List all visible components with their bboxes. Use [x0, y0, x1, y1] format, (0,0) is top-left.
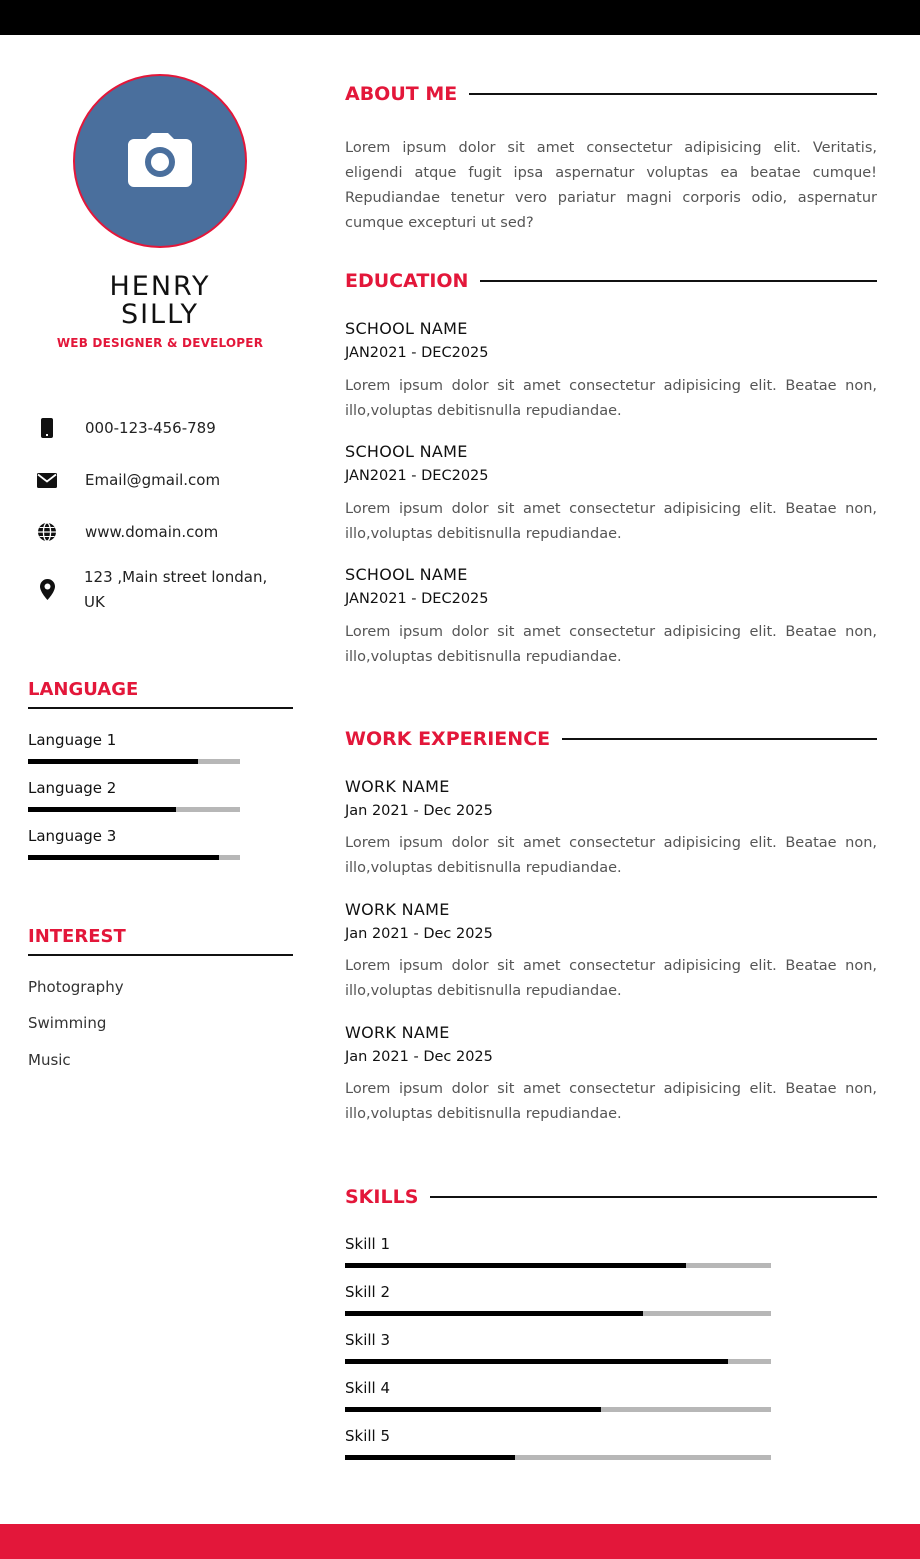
skill-bar-fill	[345, 1263, 686, 1268]
about-text: Lorem ipsum dolor sit amet consectetur adipisicing elit. Veritatis, eligendi atque fugit ipsa aspernatur voluptas ea beatae cumque! Repudiandae tenetur vero pariatur magni corporis odio, aspernatur cumque excepturi ut sed?	[345, 140, 877, 231]
divider	[562, 738, 877, 740]
globe-icon	[36, 521, 58, 543]
education-desc: Lorem ipsum dolor sit amet consectetur adipisicing elit. Beatae non, illo,voluptas debitisnulla repudiandae.	[345, 624, 877, 665]
skill-label: Skill 3	[345, 1331, 391, 1349]
education-dates: JAN2021 - DEC2025	[345, 468, 489, 484]
skill-bar-fill	[345, 1311, 643, 1316]
skill-bar	[345, 1263, 771, 1268]
interest-heading: INTEREST	[28, 926, 293, 956]
website-text[interactable]: www.domain.com	[85, 522, 219, 541]
skill-bar-fill	[345, 1455, 515, 1460]
bottom-bar	[0, 1524, 920, 1559]
language-bar	[28, 759, 240, 764]
skill-label: Skill 4	[345, 1379, 391, 1397]
address-line-2: UK	[84, 593, 105, 611]
work-name: WORK NAME	[345, 900, 450, 919]
first-name: HENRY	[109, 271, 211, 302]
language-heading: LANGUAGE	[28, 679, 293, 709]
skill-label: Skill 1	[345, 1235, 391, 1253]
language-bar-fill	[28, 759, 198, 764]
envelope-icon	[36, 469, 58, 491]
email-text[interactable]: Email@gmail.com	[85, 470, 221, 489]
interest-item: Music	[28, 1051, 71, 1069]
work-heading-label: WORK EXPERIENCE	[345, 728, 551, 750]
about-heading	[345, 82, 877, 106]
divider	[430, 1196, 877, 1198]
skill-bar	[345, 1407, 771, 1412]
language-bar	[28, 855, 240, 860]
skill-bar-fill	[345, 1407, 601, 1412]
skills-heading-label: SKILLS	[345, 1186, 419, 1208]
education-desc: Lorem ipsum dolor sit amet consectetur adipisicing elit. Beatae non, illo,voluptas debitisnulla repudiandae.	[345, 378, 877, 419]
work-dates: Jan 2021 - Dec 2025	[345, 803, 493, 819]
interest-item: Swimming	[28, 1014, 107, 1032]
map-pin-icon	[36, 578, 58, 600]
work-name: WORK NAME	[345, 1023, 450, 1042]
profile-photo[interactable]	[73, 74, 247, 248]
education-name: SCHOOL NAME	[345, 319, 468, 338]
work-dates: Jan 2021 - Dec 2025	[345, 1049, 493, 1065]
education-dates: JAN2021 - DEC2025	[345, 591, 489, 607]
skills-heading	[345, 1185, 877, 1209]
job-title: WEB DESIGNER & DEVELOPER	[56, 336, 264, 350]
education-desc: Lorem ipsum dolor sit amet consectetur adipisicing elit. Beatae non, illo,voluptas debitisnulla repudiandae.	[345, 501, 877, 542]
divider	[469, 93, 877, 95]
language-label: Language 2	[28, 779, 117, 797]
education-dates: JAN2021 - DEC2025	[345, 345, 489, 361]
divider	[480, 280, 877, 282]
contact-email	[36, 469, 296, 491]
skill-bar	[345, 1359, 771, 1364]
skill-bar-fill	[345, 1359, 728, 1364]
education-heading	[345, 269, 877, 293]
top-bar	[0, 0, 920, 35]
address-line-1: 123 ,Main street londan,	[84, 568, 268, 586]
work-desc: Lorem ipsum dolor sit amet consectetur adipisicing elit. Beatae non, illo,voluptas debitisnulla repudiandae.	[345, 1081, 877, 1122]
language-bar-fill	[28, 855, 219, 860]
language-bar	[28, 807, 240, 812]
skill-bar	[345, 1311, 771, 1316]
language-bar-fill	[28, 807, 176, 812]
education-heading-label: EDUCATION	[345, 270, 469, 292]
contact-phone	[36, 417, 296, 439]
language-label: Language 3	[28, 827, 117, 845]
work-dates: Jan 2021 - Dec 2025	[345, 926, 493, 942]
about-heading-label: ABOUT ME	[345, 83, 458, 105]
last-name: SILLY	[120, 299, 200, 330]
skill-label: Skill 5	[345, 1427, 391, 1445]
work-desc: Lorem ipsum dolor sit amet consectetur adipisicing elit. Beatae non, illo,voluptas debitisnulla repudiandae.	[345, 958, 877, 999]
camera-icon	[126, 131, 194, 189]
language-label: Language 1	[28, 731, 117, 749]
skill-bar	[345, 1455, 771, 1460]
work-name: WORK NAME	[345, 777, 450, 796]
skill-label: Skill 2	[345, 1283, 391, 1301]
contact-website	[36, 521, 296, 543]
phone-icon	[36, 417, 58, 439]
education-name: SCHOOL NAME	[345, 565, 468, 584]
interest-item: Photography	[28, 978, 124, 996]
work-desc: Lorem ipsum dolor sit amet consectetur adipisicing elit. Beatae non, illo,voluptas debitisnulla repudiandae.	[345, 835, 877, 876]
education-name: SCHOOL NAME	[345, 442, 468, 461]
phone-text[interactable]: 000-123-456-789	[85, 418, 216, 437]
work-heading	[345, 727, 877, 751]
